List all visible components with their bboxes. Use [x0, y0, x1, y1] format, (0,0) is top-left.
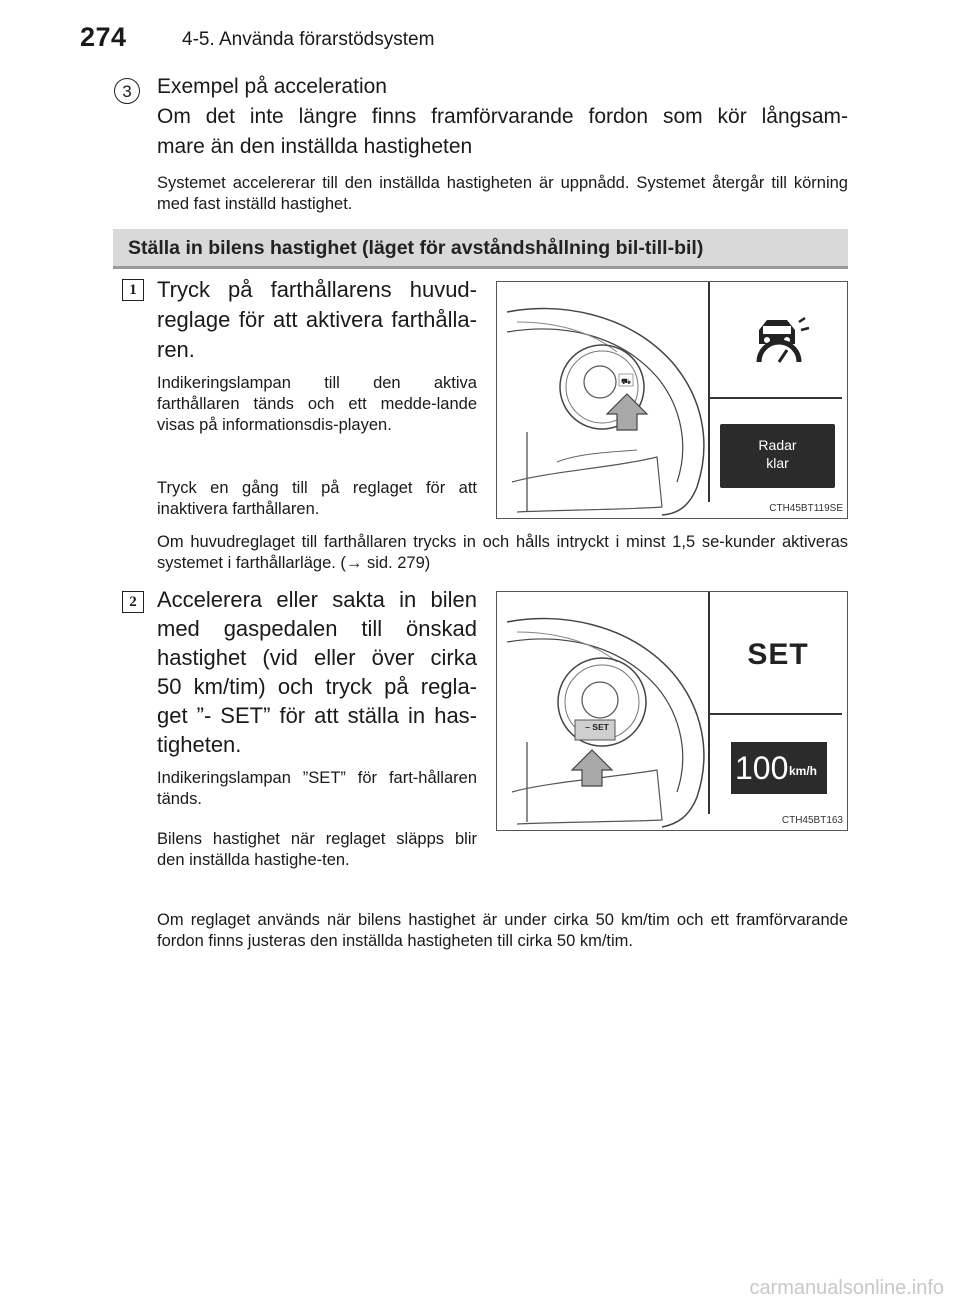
item2-heading-line: Accelerera eller sakta in bilen — [157, 587, 477, 612]
item1-heading-line: reglage för att aktivera farthålla- — [157, 307, 477, 332]
figure-radar-ready — [496, 281, 848, 519]
page-number: 274 — [80, 22, 127, 52]
item1-body-1: Indikeringslampan till den aktiva farthållaren tänds och ett medde-lande visas på informationsdis-playen. — [157, 374, 477, 434]
item2-heading-line: hastighet (vid eller över cirka — [157, 645, 477, 670]
item1-heading — [157, 275, 477, 365]
item2-heading-line: get ”- SET” för att ställa in has- — [157, 703, 477, 728]
item2-heading-line: tigheten. — [157, 732, 242, 757]
step3-body: Systemet accelererar till den inställda hastigheten är uppnådd. Systemet återgår till körning med fast inställd hastighet. — [157, 174, 848, 213]
speed-value: 100 — [735, 750, 789, 786]
item2-heading-line: med gaspedalen till önskad — [157, 616, 477, 641]
figure-code: CTH45BT119SE — [769, 503, 843, 514]
item1-heading-line: Tryck på farthållarens huvud- — [157, 277, 477, 302]
section-heading-text: Ställa in bilens hastighet (läget för avståndshållning bil-till-bil) — [128, 237, 704, 259]
step3-heading-line: Om det inte längre finns framförvarande fordon som kör långsam- — [157, 105, 848, 128]
speed-unit: km/h — [789, 764, 818, 778]
speed-display — [731, 742, 827, 794]
figure-code: CTH45BT163 — [781, 815, 843, 826]
item2-heading-line: 50 km/tim) och tryck på regla- — [157, 674, 477, 699]
display-panel — [720, 424, 835, 488]
watermark: carmanualsonline.info — [749, 1277, 944, 1299]
item2-body-2: Bilens hastighet när reglaget släpps blir den inställda hastighe-ten. — [157, 830, 477, 869]
item-badge-1: 1 — [122, 279, 144, 301]
radar-cruise-icon — [759, 318, 809, 362]
item1-body-2: Tryck en gång till på reglaget för att inaktivera farthållaren. — [157, 479, 477, 518]
step3-heading-line: mare än den inställda hastigheten — [157, 135, 473, 158]
item1-heading-line: ren. — [157, 337, 195, 362]
set-indicator: SET — [747, 638, 809, 671]
step-badge-3: 3 — [114, 78, 140, 104]
set-switch-label: – SET — [585, 722, 609, 732]
item-badge-2: 2 — [122, 591, 144, 613]
item2-body-3: Om reglaget används när bilens hastighet är under cirka 50 km/tim och ett framförvarande fordon finns justeras den inställda hastigheten till cirka 50 km/tim. — [157, 911, 848, 950]
display-text-line-2: klar — [766, 455, 789, 471]
step3-heading — [157, 72, 848, 162]
display-text-line-1: Radar — [758, 437, 797, 453]
section-title: 4-5. Använda förarstödsystem — [182, 29, 435, 50]
item2-body-1: Indikeringslampan ”SET” för fart-hållaren tänds. — [157, 769, 477, 808]
figure-set-speed — [496, 591, 848, 831]
step3-heading-line: Exempel på acceleration — [157, 75, 387, 98]
svg-text:⛟: ⛟ — [621, 377, 632, 386]
section-heading — [113, 229, 848, 269]
item1-body-3: Om huvudreglaget till farthållaren trycks in och hålls intryckt i minst 1,5 se-kunder aktiveras systemet i farthållarläge. (→ sid. 279) — [157, 533, 848, 572]
item2-heading — [157, 585, 477, 759]
